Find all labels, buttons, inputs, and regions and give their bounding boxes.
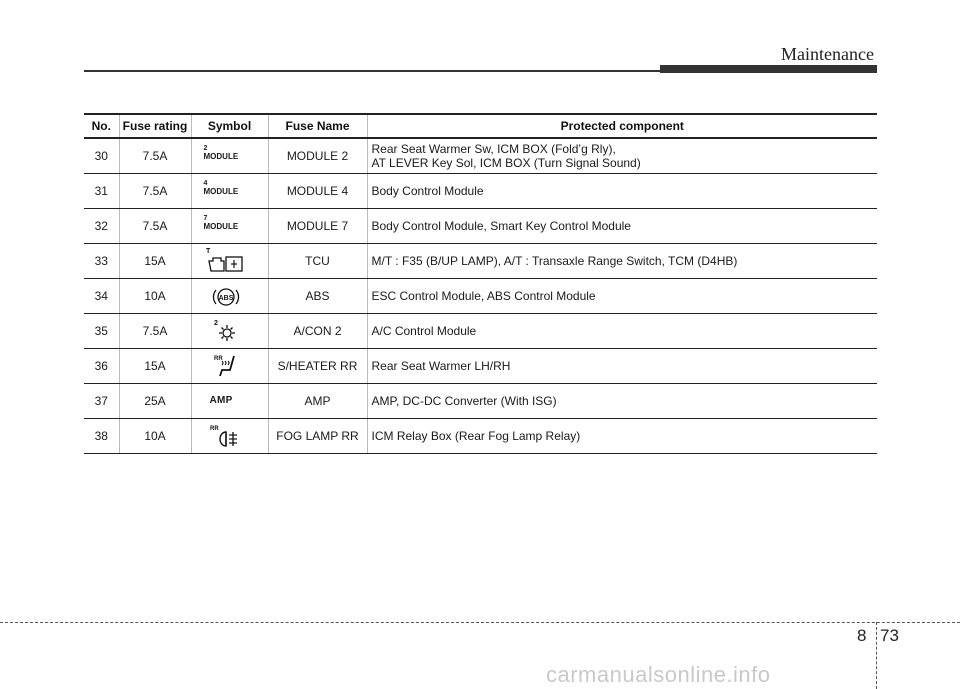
fuse-name: MODULE 7: [268, 209, 367, 244]
fuse-symbol: [191, 384, 268, 419]
fuse-rating: 7.5A: [119, 209, 191, 244]
fuse-table: [84, 113, 877, 454]
module-icon: 2 MODULE: [203, 145, 239, 161]
protected-component: Rear Seat Warmer LH/RH: [367, 349, 877, 384]
fuse-no: 31: [84, 174, 119, 209]
protected-component: A/C Control Module: [367, 314, 877, 349]
protected-component: ESC Control Module, ABS Control Module: [367, 279, 877, 314]
fuse-name: MODULE 4: [268, 174, 367, 209]
footer-page-divider: [876, 622, 877, 689]
fuse-symbol: [191, 314, 268, 349]
transmission-icon: [204, 247, 248, 275]
fuse-name: A/CON 2: [268, 314, 367, 349]
col-header-symbol: Symbol: [191, 114, 268, 138]
fuse-name: ABS: [268, 279, 367, 314]
svg-text:2: 2: [213, 320, 218, 327]
fuse-name: TCU: [268, 244, 367, 279]
col-header-no: No.: [84, 114, 119, 138]
fuse-symbol: [191, 419, 268, 454]
module-icon: 7 MODULE: [203, 215, 239, 231]
table-row: [84, 174, 877, 209]
protected-component: Rear Seat Warmer Sw, ICM BOX (Fold’g Rly), AT LEVER Key Sol, ICM BOX (Turn Signal Sound): [367, 138, 877, 174]
fuse-no: 37: [84, 384, 119, 419]
fuse-symbol: [191, 138, 268, 174]
fuse-no: 36: [84, 349, 119, 384]
svg-text:RR: RR: [209, 426, 219, 432]
fuse-rating: 7.5A: [119, 314, 191, 349]
table-row: [84, 244, 877, 279]
protected-component: Body Control Module: [367, 174, 877, 209]
table-row: [84, 209, 877, 244]
header-rule-bar: [660, 65, 877, 73]
table-row: [84, 419, 877, 454]
fuse-rating: 7.5A: [119, 138, 191, 174]
fuse-symbol: [191, 349, 268, 384]
fuse-symbol: [191, 279, 268, 314]
table-row: [84, 279, 877, 314]
chapter-number: 8: [857, 626, 867, 645]
fuse-symbol: [191, 209, 268, 244]
protected-component: Body Control Module, Smart Key Control Module: [367, 209, 877, 244]
fuse-rating: 7.5A: [119, 174, 191, 209]
watermark[interactable]: carmanualsonline.info: [546, 662, 771, 687]
table-row: [84, 314, 877, 349]
fuse-symbol: [191, 244, 268, 279]
fuse-name: S/HEATER RR: [268, 349, 367, 384]
module-icon: 4 MODULE: [203, 180, 239, 196]
fuse-name: FOG LAMP RR: [268, 419, 367, 454]
seat-heater-icon: [204, 352, 248, 380]
svg-text:RR: RR: [213, 356, 223, 362]
amp-icon: AMP: [209, 395, 233, 406]
fuse-name: MODULE 2: [268, 138, 367, 174]
fuse-no: 38: [84, 419, 119, 454]
protected-component: AMP, DC-DC Converter (With ISG): [367, 384, 877, 419]
col-header-fuse-rating: Fuse rating: [119, 114, 191, 138]
fuse-no: 35: [84, 314, 119, 349]
fuse-symbol: [191, 174, 268, 209]
section-title: Maintenance: [781, 44, 874, 64]
table-row: [84, 384, 877, 419]
fuse-rating: 25A: [119, 384, 191, 419]
abs-icon: [204, 282, 248, 310]
fuse-rating: 15A: [119, 349, 191, 384]
fuse-no: 30: [84, 138, 119, 174]
svg-text:ABS: ABS: [218, 295, 233, 302]
fuse-rating: 15A: [119, 244, 191, 279]
fuse-no: 34: [84, 279, 119, 314]
fuse-rating: 10A: [119, 419, 191, 454]
header-rule: [84, 70, 660, 72]
fuse-no: 33: [84, 244, 119, 279]
fuse-name: AMP: [268, 384, 367, 419]
col-header-protected-component: Protected component: [367, 114, 877, 138]
footer-divider: [0, 622, 960, 623]
protected-component: ICM Relay Box (Rear Fog Lamp Relay): [367, 419, 877, 454]
svg-text:T: T: [205, 248, 210, 255]
col-header-fuse-name: Fuse Name: [268, 114, 367, 138]
table-row: [84, 138, 877, 174]
fog-lamp-icon: [204, 422, 248, 450]
table-header-row: [84, 114, 877, 138]
fuse-rating: 10A: [119, 279, 191, 314]
ac-icon: [204, 317, 248, 345]
table-row: [84, 349, 877, 384]
page-number: 73: [880, 626, 899, 645]
protected-component: M/T : F35 (B/UP LAMP), A/T : Transaxle Range Switch, TCM (D4HB): [367, 244, 877, 279]
fuse-no: 32: [84, 209, 119, 244]
